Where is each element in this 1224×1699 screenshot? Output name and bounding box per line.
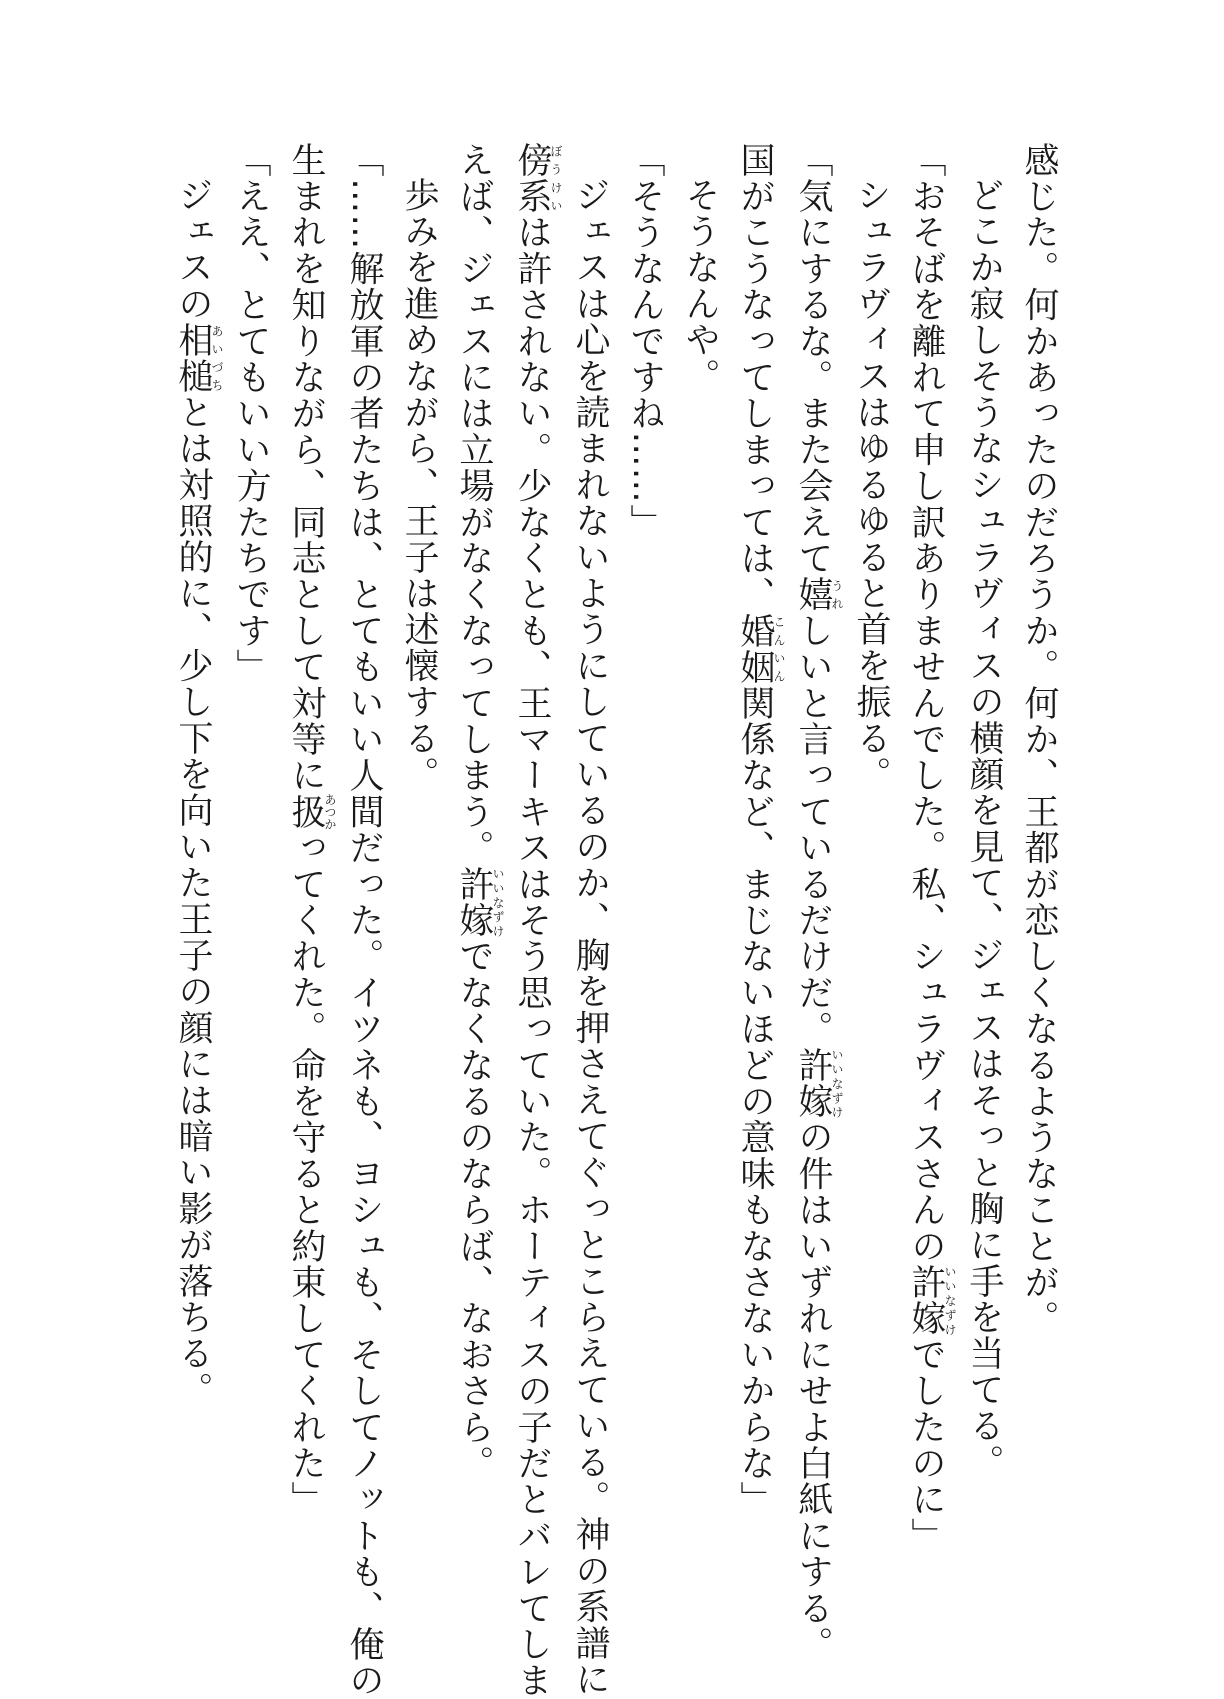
ruby-word bbox=[454, 866, 505, 939]
text-run: 生まれを知りながら、同志として対等に bbox=[286, 142, 326, 794]
text-run: ジェスの bbox=[173, 177, 213, 322]
text-run: 感じた。何かあったのだろうか。何か、王都が恋しくなるようなことが。 bbox=[1019, 142, 1059, 1337]
text-line bbox=[672, 142, 727, 1442]
text-run: でしたのに」 bbox=[906, 1336, 946, 1554]
text-line bbox=[336, 142, 391, 1699]
ruby-base: 嬉 bbox=[793, 576, 833, 613]
ruby-reading: こんいん bbox=[772, 612, 786, 686]
ruby-reading: あいづち bbox=[210, 321, 224, 395]
ruby-word bbox=[735, 612, 786, 686]
ruby-reading: いいなずけ bbox=[830, 1047, 844, 1120]
ruby-word bbox=[793, 576, 844, 613]
ruby-base: 許嫁 bbox=[906, 1264, 946, 1337]
text-run: 歩みを進めながら、王子は述懐する。 bbox=[399, 177, 439, 793]
text-run: そうなんや。 bbox=[680, 177, 720, 395]
text-run: の件はいずれにせよ白紙にする。 bbox=[793, 1119, 833, 1663]
ruby-reading: いいなずけ bbox=[491, 866, 505, 939]
vertical-text-body bbox=[165, 142, 1066, 1699]
ruby-word bbox=[173, 321, 224, 395]
ruby-reading: あつか bbox=[323, 793, 337, 830]
text-line bbox=[165, 142, 223, 1442]
ruby-word bbox=[286, 793, 337, 830]
text-line bbox=[562, 142, 617, 1698]
text-line bbox=[617, 142, 672, 1442]
text-line bbox=[898, 142, 957, 1554]
ruby-reading: うれ bbox=[830, 576, 844, 613]
text-line bbox=[446, 142, 505, 1482]
ruby-reading: いいなずけ bbox=[943, 1264, 957, 1337]
text-line bbox=[223, 142, 278, 1442]
text-run: シュラヴィスはゆるゆると首を振る。 bbox=[851, 177, 891, 793]
text-run: とは対照的に、少し下を向いた王子の顔には暗い影が落ちる。 bbox=[173, 394, 213, 1408]
text-run: 「気にするな。また会えて bbox=[793, 142, 833, 577]
ruby-base: 許嫁 bbox=[793, 1047, 833, 1120]
text-run: 関係など、まじないほどの意味もなさないからな」 bbox=[735, 685, 775, 1518]
ruby-word bbox=[906, 1264, 957, 1337]
ruby-base: 婚姻 bbox=[735, 612, 775, 686]
text-line bbox=[1011, 142, 1066, 1442]
text-run: 国がこうなってしまっては、 bbox=[735, 142, 775, 613]
text-run: しいと言っているだけだ。 bbox=[793, 612, 833, 1048]
text-run: 「ええ、とてもいい方たちです」 bbox=[231, 142, 271, 685]
text-line bbox=[391, 142, 446, 1442]
text-run: ジェスは心を読まれないようにしているのか、胸を押さえてぐっとこらえている。神の系譜に bbox=[570, 177, 610, 1698]
text-line bbox=[727, 142, 786, 1518]
text-run: 「……解放軍の者たちは、とてもいい人間だった。イツネも、ヨシュも、そしてノットも、俺の bbox=[344, 142, 384, 1699]
ruby-base: 傍系 bbox=[512, 142, 552, 215]
text-run: 「おそばを離れて申し訳ありませんでした。私、シュラヴィスさんの bbox=[906, 142, 946, 1265]
text-line bbox=[785, 142, 844, 1663]
ruby-word bbox=[512, 142, 563, 215]
ruby-base: 扱 bbox=[286, 793, 326, 830]
text-run: ってくれた。命を守ると約束してくれた」 bbox=[286, 829, 326, 1518]
ruby-base: 許嫁 bbox=[454, 866, 494, 939]
text-run: えば、ジェスには立場がなくなってしまう。 bbox=[454, 142, 494, 866]
ruby-word bbox=[793, 1047, 844, 1120]
text-line bbox=[504, 142, 563, 1699]
text-line bbox=[956, 142, 1011, 1481]
ruby-reading: ぼうけい bbox=[549, 142, 563, 215]
text-run: どこか寂しそうなシュラヴィスの横顔を見て、ジェスはそっと胸に手を当てる。 bbox=[964, 177, 1004, 1481]
text-line bbox=[843, 142, 898, 1442]
text-line bbox=[278, 142, 337, 1518]
text-run: 「そうなんですね……」 bbox=[625, 142, 665, 541]
text-run: は許されない。少なくとも、王マーキスはそう思っていた。ホーティスの子だとバレてしま bbox=[512, 214, 552, 1699]
text-run: でなくなるのならば、なおさら。 bbox=[454, 938, 494, 1482]
ruby-base: 相槌 bbox=[173, 321, 213, 395]
